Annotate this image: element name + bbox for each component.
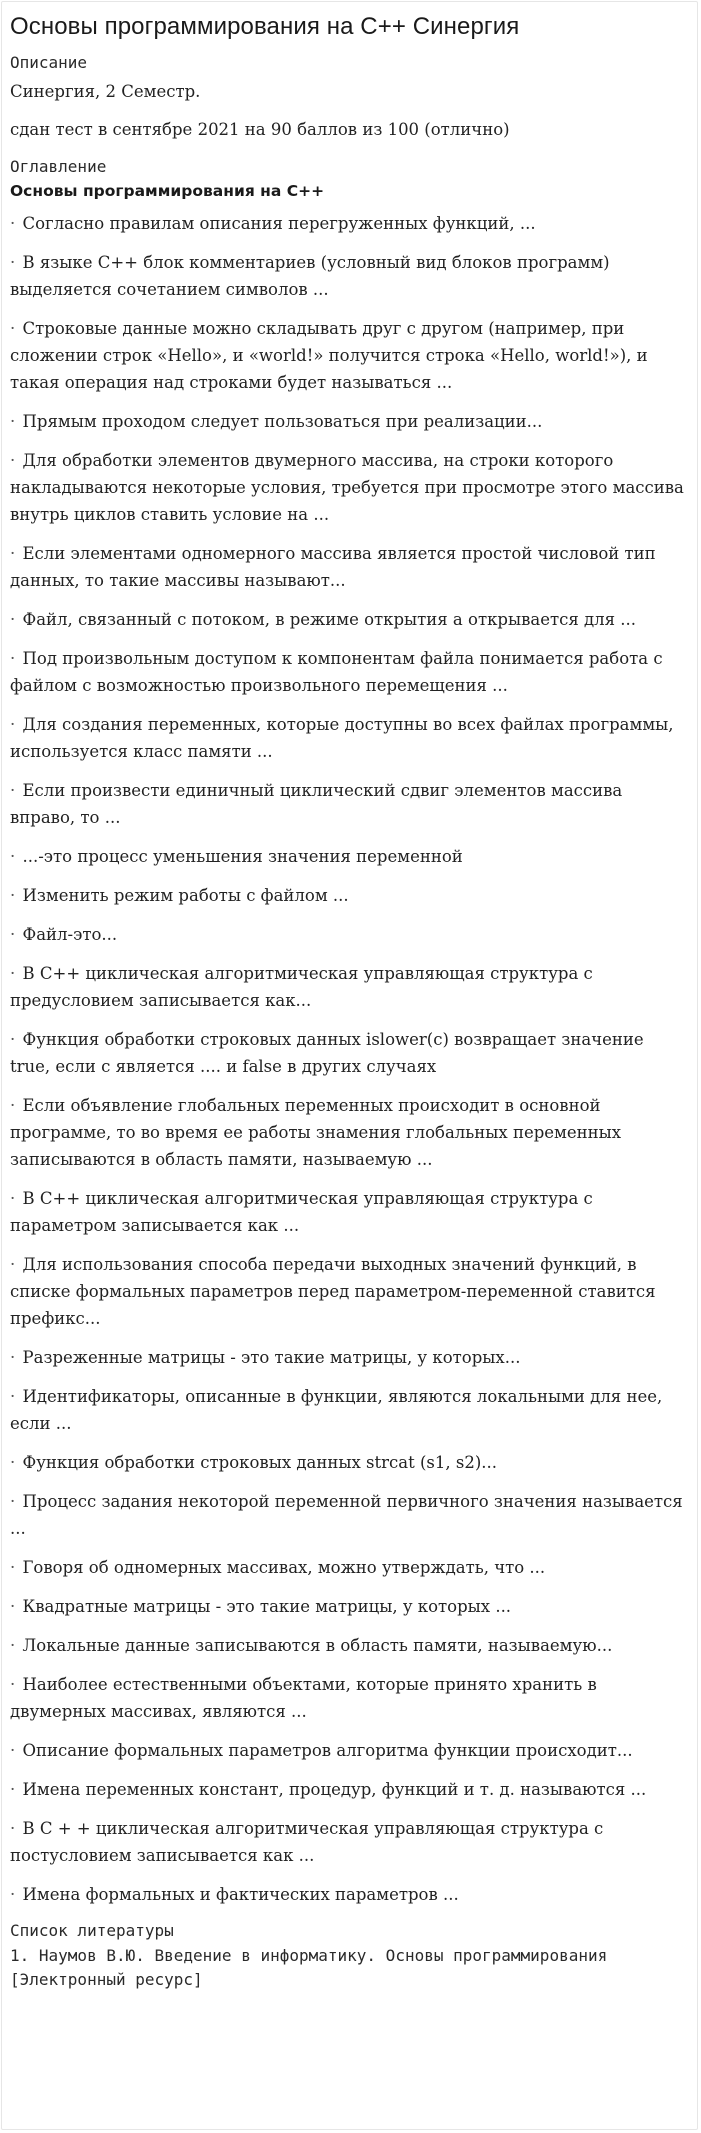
toc-item-text: В С + + циклическая алгоритмическая управляющая структура с постусловием записывается как ... <box>10 1819 604 1865</box>
toc-item <box>10 1815 695 1869</box>
bullet-mark: · <box>10 649 16 668</box>
bullet-mark: · <box>10 1741 16 1760</box>
toc-item-text: Согласно правилам описания перегруженных функций, ... <box>22 214 536 233</box>
bullet-mark: · <box>10 1189 16 1208</box>
bullet-mark: · <box>10 1348 16 1367</box>
literature-item: 1. Наумов В.Ю. Введение в информатику. Основы программирования [Электронный ресурс] <box>10 1946 608 1989</box>
bullet-mark: · <box>10 544 16 563</box>
toc-item <box>10 1344 695 1371</box>
toc-item-text: Имена переменных констант, процедур, функций и т. д. называются ... <box>22 1780 647 1799</box>
toc-item <box>10 315 695 396</box>
toc-item-text: В С++ циклическая алгоритмическая управляющая структура с предусловием записывается как... <box>10 964 593 1010</box>
bullet-mark: · <box>10 1030 16 1049</box>
bullet-mark: · <box>10 1558 16 1577</box>
toc-item <box>10 1671 695 1725</box>
toc-item <box>10 1593 695 1620</box>
toc-item-text: Строковые данные можно складывать друг с другом (например, при сложении строк «Hello», и «world!» получится строка «Hello, world!»), и такая операция над строками будет называться ... <box>10 319 648 392</box>
toc-item <box>10 921 695 948</box>
toc-item-text: ...-это процесс уменьшения значения переменной <box>22 847 463 866</box>
toc-item-text: В С++ циклическая алгоритмическая управляющая структура с параметром записывается как ... <box>10 1189 593 1235</box>
toc-item-text: В языке С++ блок комментариев (условный вид блоков программ) выделяется сочетанием символов ... <box>10 253 610 299</box>
toc-item-text: Если элементами одномерного массива является простой числовой тип данных, то такие массивы называют... <box>10 544 656 590</box>
toc-item-text: Идентификаторы, описанные в функции, являются локальными для нее, если ... <box>10 1387 663 1433</box>
document-card <box>1 1 698 2130</box>
toc-item <box>10 1881 695 1908</box>
bullet-mark: · <box>10 1885 16 1904</box>
toc-item-text: Прямым проходом следует пользоваться при реализации... <box>22 412 543 431</box>
bullet-mark: · <box>10 319 16 338</box>
bullet-mark: · <box>10 610 16 629</box>
toc-item-text: Наиболее естественными объектами, которые принято хранить в двумерных массивах, являются ... <box>10 1675 597 1721</box>
bullet-mark: · <box>10 1453 16 1472</box>
toc-item <box>10 777 695 831</box>
toc-item-text: Под произвольным доступом к компонентам файла понимается работа с файлом с возможностью произвольного перемещения ... <box>10 649 663 695</box>
toc-item <box>10 1449 695 1476</box>
toc-item <box>10 1251 695 1332</box>
toc-item <box>10 1092 695 1173</box>
toc-item <box>10 1185 695 1239</box>
toc-item-text: Разреженные матрицы - это такие матрицы, у которых... <box>22 1348 521 1367</box>
toc-item-text: Если объявление глобальных переменных происходит в основной программе, то во время ее работы знамения глобальных переменных записываются в область памяти, называемую ... <box>10 1096 622 1169</box>
literature-list <box>10 1944 695 1992</box>
toc-item <box>10 1554 695 1581</box>
bullet-mark: · <box>10 1255 16 1274</box>
bullet-mark: · <box>10 1675 16 1694</box>
toc-item-text: Если произвести единичный циклический сдвиг элементов массива вправо, то ... <box>10 781 623 827</box>
toc-item-text: Файл, связанный с потоком, в режиме открытия a открывается для ... <box>22 610 637 629</box>
toc-item <box>10 1383 695 1437</box>
document-content <box>10 12 695 1992</box>
bullet-mark: · <box>10 412 16 431</box>
bullet-mark: · <box>10 781 16 800</box>
bullet-mark: · <box>10 886 16 905</box>
toc-item <box>10 540 695 594</box>
bullet-mark: · <box>10 1636 16 1655</box>
toc-item-text: Функция обработки строковых данных strcat (s1, s2)... <box>22 1453 498 1472</box>
toc-item-text: Для использования способа передачи выходных значений функций, в списке формальных параметров перед параметром-переменной ставится префикс... <box>10 1255 656 1328</box>
toc-item <box>10 447 695 528</box>
toc-item <box>10 1737 695 1764</box>
toc-item-text: Локальные данные записываются в область памяти, называемую... <box>22 1636 613 1655</box>
toc-item-text: Изменить режим работы с файлом ... <box>22 886 349 905</box>
bullet-mark: · <box>10 1597 16 1616</box>
bullet-mark: · <box>10 1387 16 1406</box>
bullet-mark: · <box>10 847 16 866</box>
bullet-mark: · <box>10 925 16 944</box>
toc-item-text: Описание формальных параметров алгоритма функции происходит... <box>22 1741 633 1760</box>
toc-item <box>10 882 695 909</box>
toc-label: Оглавление <box>10 157 107 176</box>
toc-item <box>10 606 695 633</box>
toc-item <box>10 408 695 435</box>
bullet-mark: · <box>10 1492 16 1511</box>
toc-item <box>10 249 695 303</box>
toc-item-text: Файл-это... <box>22 925 118 944</box>
toc-item <box>10 1632 695 1659</box>
toc-item <box>10 645 695 699</box>
description-label: Описание <box>10 53 88 72</box>
literature-label: Список литературы <box>10 1921 174 1940</box>
toc-item <box>10 960 695 1014</box>
toc-item-text: Функция обработки строковых данных islower(c) возвращает значение true, если с является .... и false в других случаях <box>10 1030 644 1076</box>
bullet-mark: · <box>10 451 16 470</box>
toc-item-text: Квадратные матрицы - это такие матрицы, у которых ... <box>22 1597 512 1616</box>
toc-heading: Основы программирования на С++ <box>10 182 325 200</box>
toc-item-text: Имена формальных и фактических параметров ... <box>22 1885 459 1904</box>
toc-item-text: Говоря об одномерных массивах, можно утверждать, что ... <box>22 1558 546 1577</box>
bullet-mark: · <box>10 1780 16 1799</box>
toc-item <box>10 1776 695 1803</box>
bullet-mark: · <box>10 715 16 734</box>
toc-item <box>10 210 695 237</box>
page-title: Основы программирования на С++ Синергия <box>10 13 520 40</box>
bullet-mark: · <box>10 214 16 233</box>
bullet-mark: · <box>10 1096 16 1115</box>
toc-item <box>10 1488 695 1542</box>
description-line: сдан тест в сентябре 2021 на 90 баллов из 100 (отлично) <box>10 120 510 139</box>
description-line: Синергия, 2 Семестр. <box>10 82 201 101</box>
toc-item-text: Для обработки элементов двумерного массива, на строки которого накладываются некоторые условия, требуется при просмотре этого массива внутрь циклов ставить условие на ... <box>10 451 684 524</box>
toc-item-text: Процесс задания некоторой переменной первичного значения называется ... <box>10 1492 683 1538</box>
toc-item-text: Для создания переменных, которые доступны во всех файлах программы, используется класс памяти ... <box>10 715 674 761</box>
toc-item <box>10 1026 695 1080</box>
bullet-mark: · <box>10 253 16 272</box>
bullet-mark: · <box>10 964 16 983</box>
toc-item <box>10 711 695 765</box>
bullet-mark: · <box>10 1819 16 1838</box>
toc-item <box>10 843 695 870</box>
toc-list <box>10 210 695 1908</box>
